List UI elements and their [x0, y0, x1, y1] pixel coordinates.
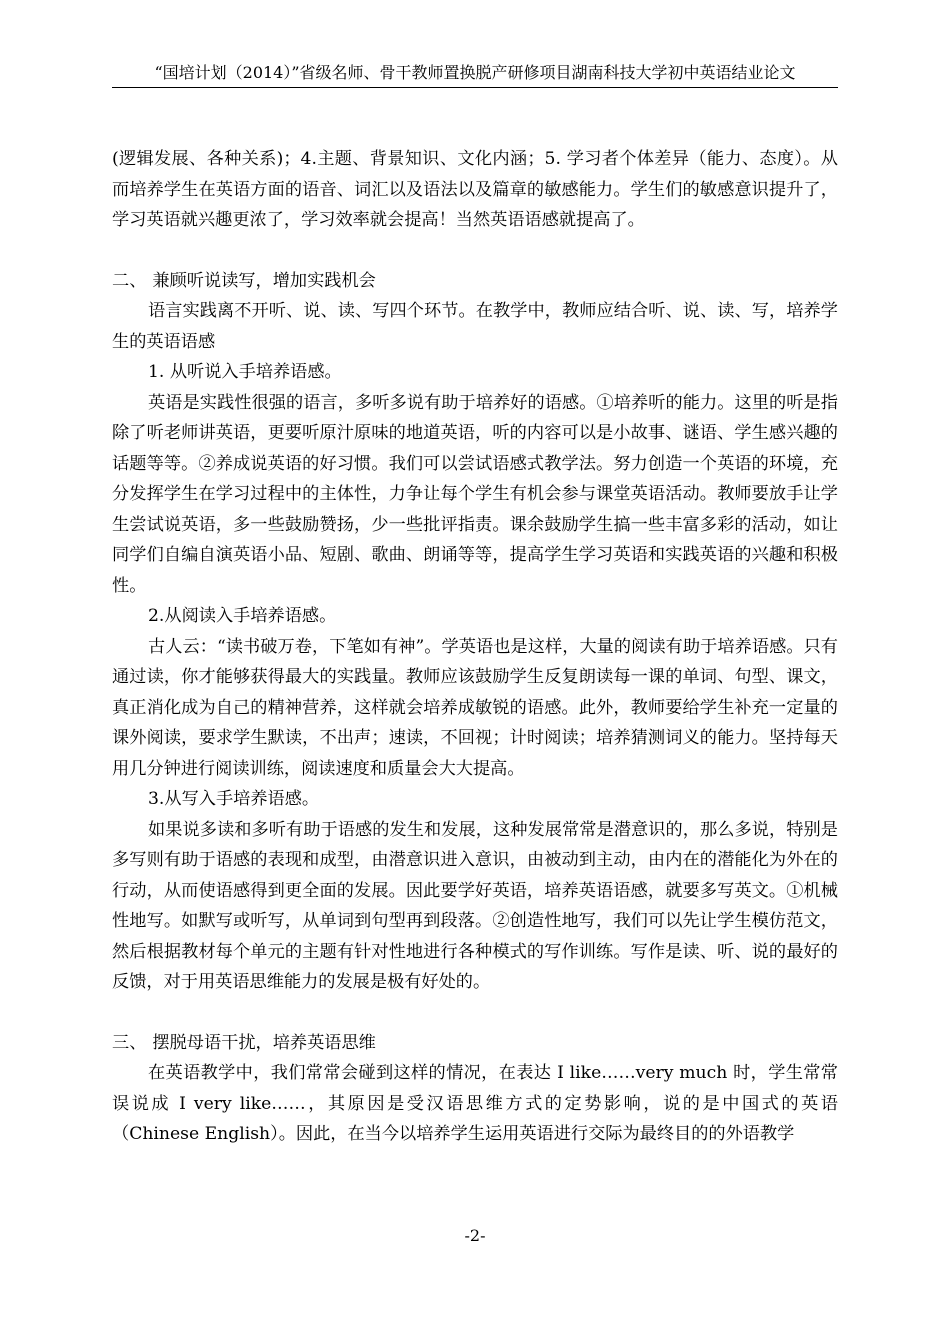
- section-number: 二、: [112, 270, 147, 291]
- section-heading-3: [112, 1028, 838, 1059]
- subheading: 3.从写入手培养语感。: [148, 789, 320, 809]
- document-body: [112, 144, 838, 1150]
- section-heading-2: [112, 266, 838, 297]
- section-title: 兼顾听说读写，增加实践机会: [152, 270, 376, 291]
- page-number: -2-: [464, 1226, 486, 1245]
- subheading: 2.从阅读入手培养语感。: [148, 606, 337, 626]
- running-header: “国培计划（2014）”省级名师、骨干教师置换脱产研修项目湖南科技大学初中英语结业论文: [154, 63, 796, 82]
- subheading: 1. 从听说入手培养语感。: [148, 362, 342, 382]
- section-title: 摆脱母语干扰，培养英语思维: [152, 1032, 376, 1053]
- paragraph: 古人云：“读书破万卷，下笔如有神”。学英语也是这样，大量的阅读有助于培养语感。只有通过读，你才能够获得最大的实践量。教师应该鼓励学生反复朗读每一课的单词、句型、课文，真正消化成为自己的精神营养，这样就会培养成敏锐的语感。此外，教师要给学生补充一定量的课外阅读，要求学生默读，不出声；速读，不回视；计时阅读；培养猜测词义的能力。坚持每天用几分钟进行阅读训练，阅读速度和质量会大大提高。: [112, 636, 838, 779]
- paragraph: 语言实践离不开听、说、读、写四个环节。在教学中，教师应结合听、说、读、写，培养学生的英语语感: [112, 301, 838, 352]
- paragraph: 如果说多读和多听有助于语感的发生和发展，这种发展常常是潜意识的，那么多说，特别是多写则有助于语感的表现和成型，由潜意识进入意识，由被动到主动，由内在的潜能化为外在的行动，从而使语感得到更全面的发展。因此要学好英语，培养英语语感，就要多写英文。①机械性地写。如默写或听写，从单词到句型再到段落。②创造性地写，我们可以先让学生模仿范文，然后根据教材每个单元的主题有针对性地进行各种模式的写作训练。写作是读、听、说的最好的反馈，对于用英语思维能力的发展是极有好处的。: [112, 819, 838, 992]
- paragraph: 在英语教学中，我们常常会碰到这样的情况，在表达 I like……very much 时，学生常常误说成 I very like……，其原因是受汉语思维方式的定势影响，说的是中国式的英语（Chinese English）。因此，在当今以培养学生运用英语进行交际为最终目的的外语教学: [112, 1063, 838, 1144]
- paragraph-continuation: (逻辑发展、各种关系)；4.主题、背景知识、文化内涵；5. 学习者个体差异（能力、态度）。从而培养学生在英语方面的语音、词汇以及语法以及篇章的敏感能力。学生们的敏感意识提升了，学习英语就兴趣更浓了，学习效率就会提高！当然英语语感就提高了。: [112, 149, 838, 230]
- section-number: 三、: [112, 1032, 147, 1053]
- header-rule: [112, 87, 838, 88]
- paragraph: 英语是实践性很强的语言，多听多说有助于培养好的语感。①培养听的能力。这里的听是指除了听老师讲英语，更要听原汁原味的地道英语，听的内容可以是小故事、谜语、学生感兴趣的话题等等。②养成说英语的好习惯。我们可以尝试语感式教学法。努力创造一个英语的环境，充分发挥学生在学习过程中的主体性，力争让每个学生有机会参与课堂英语活动。教师要放手让学生尝试说英语，多一些鼓励赞扬，少一些批评指责。课余鼓励学生搞一些丰富多彩的活动，如让同学们自编自演英语小品、短剧、歌曲、朗诵等等，提高学生学习英语和实践英语的兴趣和积极性。: [112, 392, 838, 596]
